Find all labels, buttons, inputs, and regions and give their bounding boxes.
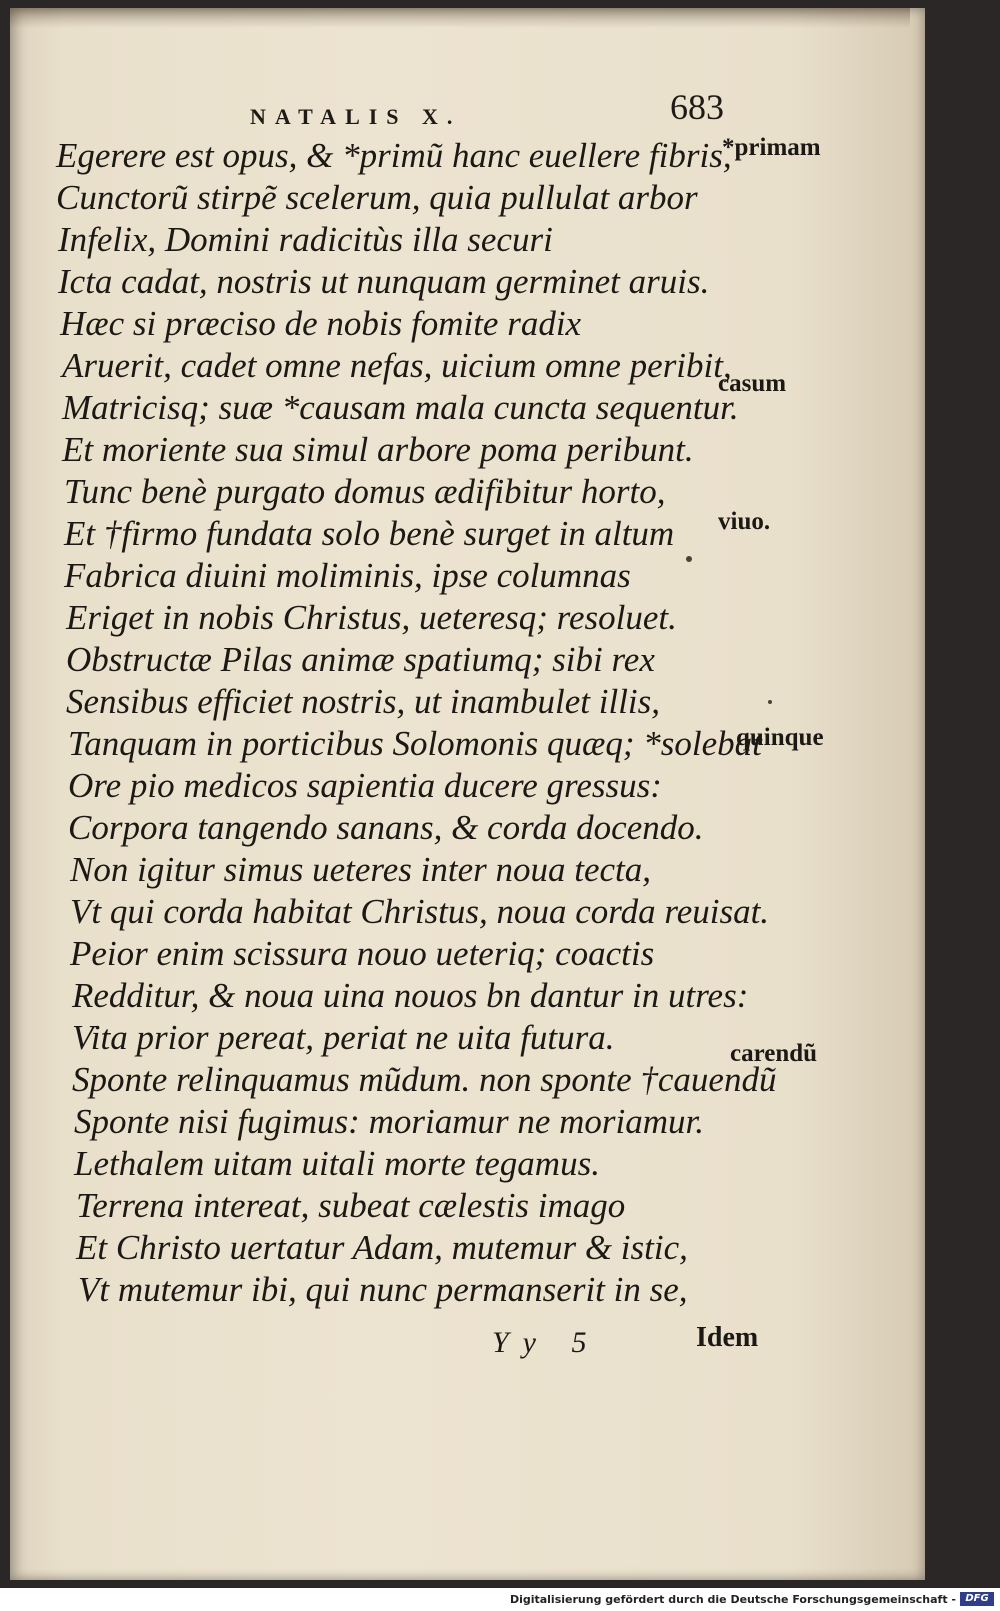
ink-speck <box>686 556 692 562</box>
running-head: NATALIS X. <box>250 104 462 129</box>
verse-line: Vt qui corda habitat Christus, noua corda reuisat. <box>70 892 770 931</box>
verse-line: Tunc benè purgato domus ædifibitur horto, <box>64 472 666 511</box>
verse-line: Terrena intereat, subeat cælestis imago <box>76 1186 626 1225</box>
book-page <box>10 8 925 1580</box>
verse-line: Infelix, Domini radicitùs illa securi <box>58 220 553 259</box>
verse-line: Matricisq; suæ *causam mala cuncta sequentur. <box>62 388 739 427</box>
verse-line: Peior enim scissura nouo ueteriq; coactis <box>70 934 655 973</box>
verse-line: Sensibus efficiet nostris, ut inambulet illis, <box>66 682 661 721</box>
verse-line: Ore pio medicos sapientia ducere gressus: <box>68 766 662 805</box>
verse-line: Sponte nisi fugimus: moriamur ne moriamur. <box>74 1102 705 1141</box>
verse-line: Et †firmo fundata solo benè surget in altum <box>64 514 675 553</box>
catchword: Idem <box>696 1322 759 1353</box>
verse-line: Lethalem uitam uitali morte tegamus. <box>74 1144 600 1183</box>
verse-line: Vt mutemur ibi, qui nunc permanserit in se, <box>78 1270 688 1309</box>
margin-note: carendũ <box>730 1040 818 1067</box>
page-number: 683 <box>670 87 724 127</box>
verse-line: Tanquam in porticibus Solomonis quæq; *solebat <box>68 724 762 763</box>
verse-line: Icta cadat, nostris ut nunquam germinet aruis. <box>58 262 710 301</box>
verse-line: Egerere est opus, & *primũ hanc euellere fibris, <box>56 136 732 175</box>
ink-speck <box>768 700 772 704</box>
verse-line: Non igitur simus ueteres inter noua tecta, <box>70 850 652 889</box>
verse-line: Eriget in nobis Christus, ueteresq; resoluet. <box>66 598 677 637</box>
dfg-logo: DFG <box>960 1592 994 1606</box>
verse-line: Et Christo uertatur Adam, mutemur & istic, <box>76 1228 688 1267</box>
footer-credit: Digitalisierung gefördert durch die Deutsche Forschungsgemeinschaft - <box>509 1593 956 1606</box>
margin-note: *primam <box>722 134 821 161</box>
verse-line: Et moriente sua simul arbore poma peribunt. <box>62 430 694 469</box>
verse-line: Aruerit, cadet omne nefas, uicium omne peribit, <box>62 346 732 385</box>
margin-note: viuo. <box>718 508 771 535</box>
verse-line: Fabrica diuini moliminis, ipse columnas <box>64 556 631 595</box>
signature-mark: Yy 5 <box>492 1326 601 1359</box>
verse-line: Hæc si præciso de nobis fomite radix <box>60 304 582 343</box>
verse-line: Cunctorũ stirpẽ scelerum, quia pullulat arbor <box>56 178 698 217</box>
margin-note: quinque <box>736 724 824 751</box>
verse-line: Sponte relinquamus mũdum. non sponte †cauendũ <box>72 1060 777 1099</box>
margin-note: casum <box>718 370 787 397</box>
verse-line: Vita prior pereat, periat ne uita futura. <box>72 1018 615 1057</box>
verse-line: Corpora tangendo sanans, & corda docendo. <box>68 808 704 847</box>
verse-line: Obstructæ Pilas animæ spatiumq; sibi rex <box>66 640 655 679</box>
verse-line: Redditur, & noua uina nouos bn dantur in utres: <box>72 976 749 1015</box>
